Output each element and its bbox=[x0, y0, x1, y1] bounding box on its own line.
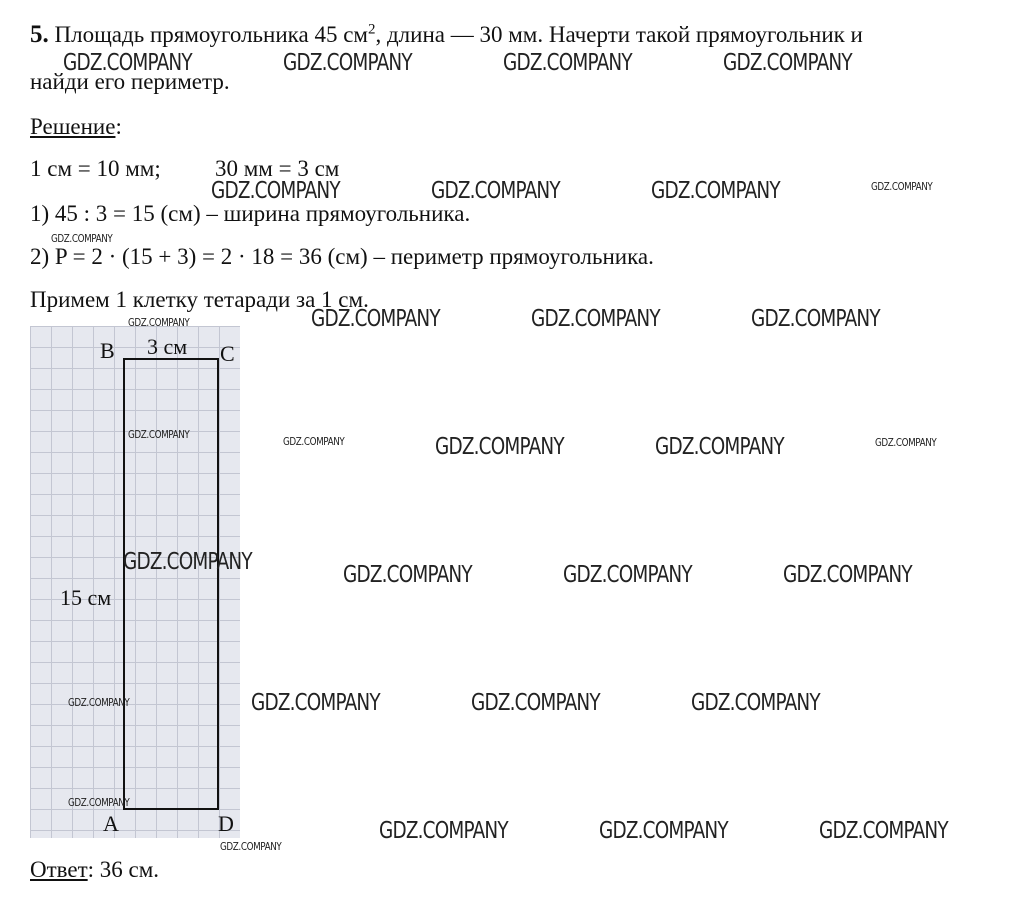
conversion-b: 30 мм = 3 см bbox=[215, 156, 340, 181]
answer-label: Ответ bbox=[30, 857, 88, 882]
task-text: Площадь прямоугольника 45 см bbox=[54, 22, 368, 47]
step-2: 2) P = 2 · (15 + 3) = 2 · 18 = 36 (см) – периметр прямоугольника. bbox=[30, 244, 654, 269]
watermark: GDZ.COMPANY bbox=[751, 306, 880, 332]
watermark: GDZ.COMPANY bbox=[211, 178, 340, 204]
watermark: GDZ.COMPANY bbox=[123, 549, 252, 575]
watermark: GDZ.COMPANY bbox=[431, 178, 560, 204]
watermark: GDZ.COMPANY bbox=[63, 50, 192, 76]
watermark: GDZ.COMPANY bbox=[871, 180, 933, 193]
watermark: GDZ.COMPANY bbox=[471, 690, 600, 716]
vertex-c-label: C bbox=[220, 341, 235, 366]
watermark: GDZ.COMPANY bbox=[251, 690, 380, 716]
watermark: GDZ.COMPANY bbox=[435, 434, 564, 460]
watermark: GDZ.COMPANY bbox=[875, 436, 937, 449]
vertex-a-label: A bbox=[103, 811, 119, 836]
solution-heading-text: Решение bbox=[30, 114, 116, 139]
watermark: GDZ.COMPANY bbox=[563, 562, 692, 588]
task-text-rest: , длина — 30 мм. Начерти такой прямоугольник и bbox=[375, 22, 863, 47]
task-line-1 bbox=[30, 22, 863, 47]
watermark: GDZ.COMPANY bbox=[783, 562, 912, 588]
watermark: GDZ.COMPANY bbox=[128, 316, 190, 329]
watermark: GDZ.COMPANY bbox=[503, 50, 632, 76]
watermark: GDZ.COMPANY bbox=[283, 435, 345, 448]
task-number: 5. bbox=[30, 21, 49, 48]
watermark: GDZ.COMPANY bbox=[531, 306, 660, 332]
watermark: GDZ.COMPANY bbox=[599, 818, 728, 844]
answer-value: : 36 см. bbox=[87, 857, 160, 882]
width-label: 3 см bbox=[147, 334, 188, 359]
watermark: GDZ.COMPANY bbox=[68, 796, 130, 809]
watermark: GDZ.COMPANY bbox=[655, 434, 784, 460]
watermark: GDZ.COMPANY bbox=[220, 840, 282, 853]
task-exponent: 2 bbox=[367, 21, 376, 38]
vertex-b-label: B bbox=[100, 338, 115, 363]
rectangle-abcd bbox=[123, 358, 219, 810]
watermark: GDZ.COMPANY bbox=[691, 690, 820, 716]
solution-heading-colon: : bbox=[115, 114, 122, 139]
solution-heading bbox=[30, 115, 122, 138]
watermark: GDZ.COMPANY bbox=[51, 232, 113, 245]
task-line-2: найди его периметр. bbox=[30, 69, 230, 94]
watermark: GDZ.COMPANY bbox=[819, 818, 948, 844]
watermark: GDZ.COMPANY bbox=[283, 50, 412, 76]
answer-line bbox=[30, 858, 159, 881]
watermark: GDZ.COMPANY bbox=[311, 306, 440, 332]
watermark: GDZ.COMPANY bbox=[343, 562, 472, 588]
watermark: GDZ.COMPANY bbox=[128, 428, 190, 441]
length-label: 15 см bbox=[60, 585, 112, 610]
watermark: GDZ.COMPANY bbox=[723, 50, 852, 76]
watermark: GDZ.COMPANY bbox=[68, 696, 130, 709]
step-1: 1) 45 : 3 = 15 (см) – ширина прямоугольника. bbox=[30, 201, 471, 226]
conversion-a: 1 см = 10 мм; bbox=[30, 156, 161, 181]
watermark: GDZ.COMPANY bbox=[379, 818, 508, 844]
vertex-d-label: D bbox=[218, 811, 234, 836]
watermark: GDZ.COMPANY bbox=[651, 178, 780, 204]
scale-note: Примем 1 клетку тетаради за 1 см. bbox=[30, 287, 369, 312]
